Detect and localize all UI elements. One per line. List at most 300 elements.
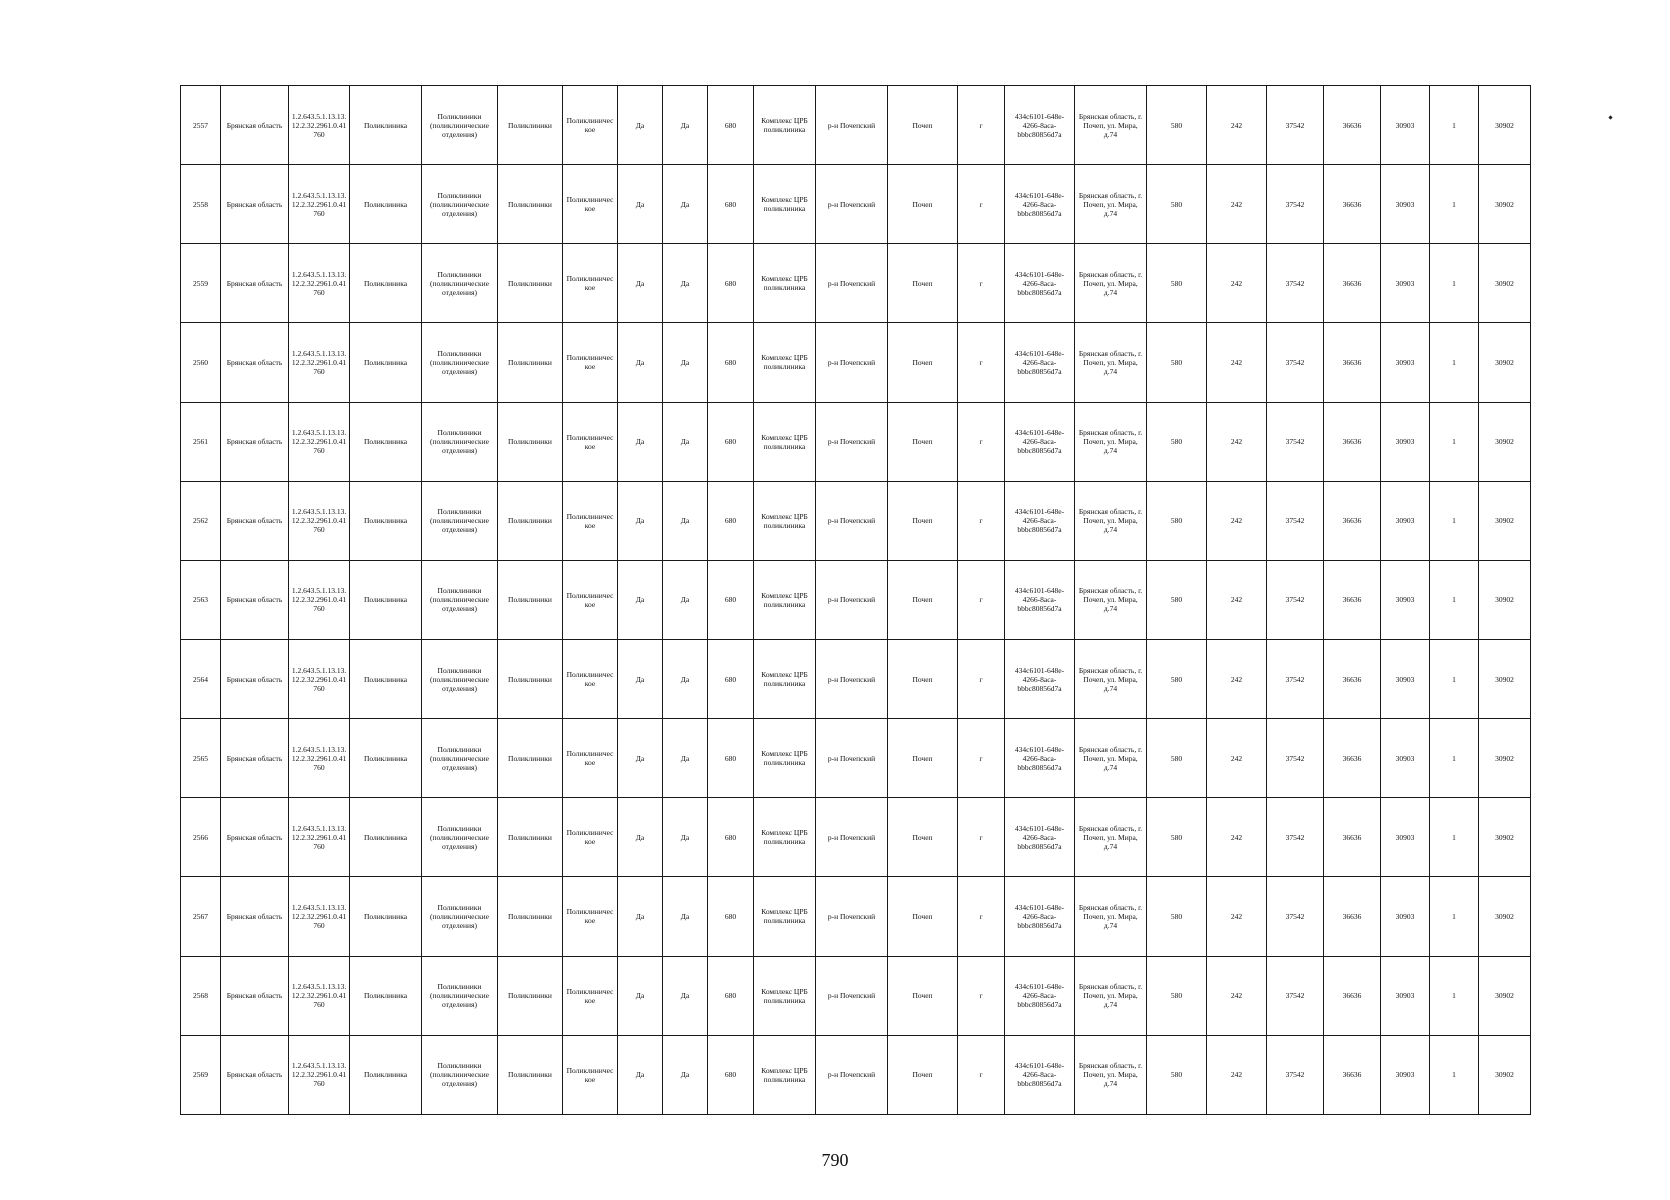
cell-flag-a: Да <box>618 402 663 481</box>
cell-code: 680 <box>708 798 754 877</box>
cell-facility-kind: Поликлиники <box>498 244 563 323</box>
cell-flag-a: Да <box>618 639 663 718</box>
cell-flag-b: Да <box>663 1035 708 1114</box>
table-row <box>181 481 1531 560</box>
cell-row-number: 2567 <box>181 877 221 956</box>
cell-locality-type: г <box>958 86 1005 165</box>
cell-address: Брянская область, г. Почеп, ул. Мира, д.74 <box>1075 481 1147 560</box>
cell-locality: Почеп <box>888 323 958 402</box>
cell-value-e: 30903 <box>1381 560 1430 639</box>
cell-oid: 1.2.643.5.1.13.13.12.2.32.2961.0.41760 <box>289 560 350 639</box>
cell-oid: 1.2.643.5.1.13.13.12.2.32.2961.0.41760 <box>289 481 350 560</box>
cell-value-b: 242 <box>1207 323 1267 402</box>
cell-region: Брянская область <box>221 560 289 639</box>
cell-oid: 1.2.643.5.1.13.13.12.2.32.2961.0.41760 <box>289 956 350 1035</box>
cell-value-c: 37542 <box>1267 323 1324 402</box>
cell-value-f: 1 <box>1430 1035 1479 1114</box>
cell-address: Брянская область, г. Почеп, ул. Мира, д.74 <box>1075 956 1147 1035</box>
cell-value-a: 580 <box>1147 719 1207 798</box>
cell-oid: 1.2.643.5.1.13.13.12.2.32.2961.0.41760 <box>289 323 350 402</box>
cell-facility-type: Поликлиника <box>350 244 422 323</box>
cell-value-e: 30903 <box>1381 877 1430 956</box>
cell-facility-kind: Поликлиники <box>498 86 563 165</box>
cell-value-a: 580 <box>1147 86 1207 165</box>
table-row <box>181 877 1531 956</box>
cell-value-d: 36636 <box>1324 323 1381 402</box>
cell-value-c: 37542 <box>1267 402 1324 481</box>
cell-value-g: 30902 <box>1479 639 1531 718</box>
cell-fias-guid: 434c6101-648e-4266-8aca-bbbc80856d7a <box>1005 639 1075 718</box>
cell-oid: 1.2.643.5.1.13.13.12.2.32.2961.0.41760 <box>289 798 350 877</box>
cell-locality: Почеп <box>888 86 958 165</box>
cell-region: Брянская область <box>221 798 289 877</box>
cell-facility-kind: Поликлиники <box>498 639 563 718</box>
cell-oid: 1.2.643.5.1.13.13.12.2.32.2961.0.41760 <box>289 165 350 244</box>
cell-value-b: 242 <box>1207 798 1267 877</box>
cell-code: 680 <box>708 244 754 323</box>
cell-value-a: 580 <box>1147 481 1207 560</box>
cell-locality-type: г <box>958 719 1005 798</box>
cell-value-c: 37542 <box>1267 798 1324 877</box>
cell-facility-kind: Поликлиники <box>498 1035 563 1114</box>
cell-value-e: 30903 <box>1381 1035 1430 1114</box>
cell-department-type: Поликлиническое <box>563 244 618 323</box>
cell-row-number: 2558 <box>181 165 221 244</box>
table-row <box>181 719 1531 798</box>
cell-value-e: 30903 <box>1381 639 1430 718</box>
cell-facility-subtype: Поликлиники (поликлиническиe отделения) <box>422 1035 498 1114</box>
cell-facility-subtype: Поликлиники (поликлиническиe отделения) <box>422 956 498 1035</box>
cell-facility-subtype: Поликлиники (поликлиническиe отделения) <box>422 244 498 323</box>
cell-building-name: Комплекс ЦРБ поликлиника <box>754 639 816 718</box>
cell-flag-b: Да <box>663 323 708 402</box>
cell-district: р-н Почепский <box>816 719 888 798</box>
cell-region: Брянская область <box>221 86 289 165</box>
cell-district: р-н Почепский <box>816 86 888 165</box>
cell-facility-kind: Поликлиники <box>498 323 563 402</box>
cell-address: Брянская область, г. Почеп, ул. Мира, д.74 <box>1075 798 1147 877</box>
cell-fias-guid: 434c6101-648e-4266-8aca-bbbc80856d7a <box>1005 323 1075 402</box>
cell-building-name: Комплекс ЦРБ поликлиника <box>754 86 816 165</box>
cell-facility-subtype: Поликлиники (поликлиническиe отделения) <box>422 798 498 877</box>
cell-address: Брянская область, г. Почеп, ул. Мира, д.74 <box>1075 639 1147 718</box>
cell-value-b: 242 <box>1207 877 1267 956</box>
cell-value-d: 36636 <box>1324 639 1381 718</box>
cell-value-c: 37542 <box>1267 719 1324 798</box>
cell-locality-type: г <box>958 481 1005 560</box>
cell-region: Брянская область <box>221 165 289 244</box>
cell-value-f: 1 <box>1430 798 1479 877</box>
cell-region: Брянская область <box>221 323 289 402</box>
cell-facility-kind: Поликлиники <box>498 165 563 244</box>
cell-facility-type: Поликлиника <box>350 956 422 1035</box>
cell-facility-type: Поликлиника <box>350 798 422 877</box>
cell-value-d: 36636 <box>1324 1035 1381 1114</box>
cell-address: Брянская область, г. Почеп, ул. Мира, д.74 <box>1075 323 1147 402</box>
cell-value-b: 242 <box>1207 560 1267 639</box>
cell-locality: Почеп <box>888 798 958 877</box>
cell-value-f: 1 <box>1430 639 1479 718</box>
cell-code: 680 <box>708 86 754 165</box>
table-row <box>181 165 1531 244</box>
cell-address: Брянская область, г. Почеп, ул. Мира, д.74 <box>1075 402 1147 481</box>
cell-fias-guid: 434c6101-648e-4266-8aca-bbbc80856d7a <box>1005 798 1075 877</box>
cell-flag-b: Да <box>663 877 708 956</box>
cell-row-number: 2561 <box>181 402 221 481</box>
cell-flag-a: Да <box>618 956 663 1035</box>
cell-building-name: Комплекс ЦРБ поликлиника <box>754 1035 816 1114</box>
cell-flag-b: Да <box>663 639 708 718</box>
cell-address: Брянская область, г. Почеп, ул. Мира, д.74 <box>1075 244 1147 323</box>
cell-department-type: Поликлиническое <box>563 719 618 798</box>
cell-oid: 1.2.643.5.1.13.13.12.2.32.2961.0.41760 <box>289 719 350 798</box>
cell-department-type: Поликлиническое <box>563 877 618 956</box>
cell-value-b: 242 <box>1207 956 1267 1035</box>
cell-building-name: Комплекс ЦРБ поликлиника <box>754 165 816 244</box>
cell-row-number: 2564 <box>181 639 221 718</box>
cell-locality-type: г <box>958 244 1005 323</box>
cell-value-c: 37542 <box>1267 560 1324 639</box>
cell-value-g: 30902 <box>1479 244 1531 323</box>
cell-facility-kind: Поликлиники <box>498 402 563 481</box>
table-row <box>181 639 1531 718</box>
table-row <box>181 798 1531 877</box>
cell-flag-a: Да <box>618 86 663 165</box>
cell-facility-subtype: Поликлиники (поликлиническиe отделения) <box>422 877 498 956</box>
cell-flag-b: Да <box>663 481 708 560</box>
cell-value-g: 30902 <box>1479 560 1531 639</box>
table-row <box>181 560 1531 639</box>
cell-value-f: 1 <box>1430 244 1479 323</box>
cell-flag-b: Да <box>663 956 708 1035</box>
cell-flag-b: Да <box>663 798 708 877</box>
cell-locality-type: г <box>958 402 1005 481</box>
table-row <box>181 244 1531 323</box>
cell-building-name: Комплекс ЦРБ поликлиника <box>754 719 816 798</box>
cell-value-c: 37542 <box>1267 481 1324 560</box>
cell-value-g: 30902 <box>1479 798 1531 877</box>
cell-flag-a: Да <box>618 1035 663 1114</box>
cell-department-type: Поликлиническое <box>563 402 618 481</box>
cell-value-a: 580 <box>1147 1035 1207 1114</box>
table-row <box>181 323 1531 402</box>
table-row <box>181 1035 1531 1114</box>
cell-value-g: 30902 <box>1479 481 1531 560</box>
cell-code: 680 <box>708 1035 754 1114</box>
cell-district: р-н Почепский <box>816 402 888 481</box>
cell-fias-guid: 434c6101-648e-4266-8aca-bbbc80856d7a <box>1005 956 1075 1035</box>
cell-flag-a: Да <box>618 244 663 323</box>
cell-building-name: Комплекс ЦРБ поликлиника <box>754 244 816 323</box>
cell-value-f: 1 <box>1430 402 1479 481</box>
cell-oid: 1.2.643.5.1.13.13.12.2.32.2961.0.41760 <box>289 86 350 165</box>
cell-flag-b: Да <box>663 244 708 323</box>
cell-flag-a: Да <box>618 798 663 877</box>
cell-region: Брянская область <box>221 877 289 956</box>
cell-value-b: 242 <box>1207 86 1267 165</box>
cell-building-name: Комплекс ЦРБ поликлиника <box>754 323 816 402</box>
cell-value-a: 580 <box>1147 323 1207 402</box>
cell-department-type: Поликлиническое <box>563 798 618 877</box>
cell-region: Брянская область <box>221 402 289 481</box>
cell-locality: Почеп <box>888 402 958 481</box>
registry-sheet <box>180 85 1530 1115</box>
cell-building-name: Комплекс ЦРБ поликлиника <box>754 798 816 877</box>
cell-value-d: 36636 <box>1324 798 1381 877</box>
cell-value-d: 36636 <box>1324 165 1381 244</box>
cell-row-number: 2560 <box>181 323 221 402</box>
registry-body <box>181 86 1531 1115</box>
cell-department-type: Поликлиническое <box>563 1035 618 1114</box>
cell-value-e: 30903 <box>1381 719 1430 798</box>
cell-department-type: Поликлиническое <box>563 956 618 1035</box>
cell-value-d: 36636 <box>1324 402 1381 481</box>
cell-value-e: 30903 <box>1381 798 1430 877</box>
cell-value-f: 1 <box>1430 877 1479 956</box>
cell-building-name: Комплекс ЦРБ поликлиника <box>754 560 816 639</box>
cell-value-d: 36636 <box>1324 560 1381 639</box>
cell-building-name: Комплекс ЦРБ поликлиника <box>754 402 816 481</box>
cell-address: Брянская область, г. Почеп, ул. Мира, д.74 <box>1075 1035 1147 1114</box>
cell-district: р-н Почепский <box>816 560 888 639</box>
cell-value-f: 1 <box>1430 86 1479 165</box>
cell-locality: Почеп <box>888 481 958 560</box>
table-row <box>181 86 1531 165</box>
cell-locality-type: г <box>958 323 1005 402</box>
cell-value-a: 580 <box>1147 402 1207 481</box>
cell-value-a: 580 <box>1147 798 1207 877</box>
cell-oid: 1.2.643.5.1.13.13.12.2.32.2961.0.41760 <box>289 1035 350 1114</box>
cell-value-a: 580 <box>1147 956 1207 1035</box>
cell-district: р-н Почепский <box>816 1035 888 1114</box>
cell-value-b: 242 <box>1207 165 1267 244</box>
cell-region: Брянская область <box>221 1035 289 1114</box>
cell-building-name: Комплекс ЦРБ поликлиника <box>754 877 816 956</box>
cell-address: Брянская область, г. Почеп, ул. Мира, д.74 <box>1075 165 1147 244</box>
cell-district: р-н Почепский <box>816 639 888 718</box>
cell-fias-guid: 434c6101-648e-4266-8aca-bbbc80856d7a <box>1005 719 1075 798</box>
cell-code: 680 <box>708 877 754 956</box>
cell-facility-subtype: Поликлиники (поликлиническиe отделения) <box>422 165 498 244</box>
cell-value-a: 580 <box>1147 165 1207 244</box>
cell-flag-a: Да <box>618 481 663 560</box>
cell-value-g: 30902 <box>1479 165 1531 244</box>
cell-value-e: 30903 <box>1381 323 1430 402</box>
cell-address: Брянская область, г. Почеп, ул. Мира, д.74 <box>1075 86 1147 165</box>
cell-value-f: 1 <box>1430 956 1479 1035</box>
cell-value-d: 36636 <box>1324 86 1381 165</box>
cell-locality-type: г <box>958 798 1005 877</box>
cell-facility-subtype: Поликлиники (поликлиническиe отделения) <box>422 481 498 560</box>
cell-fias-guid: 434c6101-648e-4266-8aca-bbbc80856d7a <box>1005 877 1075 956</box>
cell-fias-guid: 434c6101-648e-4266-8aca-bbbc80856d7a <box>1005 86 1075 165</box>
cell-address: Брянская область, г. Почеп, ул. Мира, д.74 <box>1075 877 1147 956</box>
cell-locality-type: г <box>958 165 1005 244</box>
cell-locality-type: г <box>958 560 1005 639</box>
cell-value-f: 1 <box>1430 560 1479 639</box>
cell-facility-type: Поликлиника <box>350 402 422 481</box>
cell-facility-type: Поликлиника <box>350 165 422 244</box>
cell-value-c: 37542 <box>1267 877 1324 956</box>
cell-value-c: 37542 <box>1267 165 1324 244</box>
cell-value-g: 30902 <box>1479 402 1531 481</box>
cell-region: Брянская область <box>221 481 289 560</box>
cell-value-g: 30902 <box>1479 323 1531 402</box>
cell-facility-kind: Поликлиники <box>498 956 563 1035</box>
cell-facility-subtype: Поликлиники (поликлиническиe отделения) <box>422 402 498 481</box>
cell-locality-type: г <box>958 877 1005 956</box>
cell-locality: Почеп <box>888 639 958 718</box>
cell-value-b: 242 <box>1207 1035 1267 1114</box>
cell-locality-type: г <box>958 1035 1005 1114</box>
cell-oid: 1.2.643.5.1.13.13.12.2.32.2961.0.41760 <box>289 877 350 956</box>
cell-district: р-н Почепский <box>816 798 888 877</box>
cell-value-a: 580 <box>1147 877 1207 956</box>
cell-region: Брянская область <box>221 244 289 323</box>
cell-code: 680 <box>708 165 754 244</box>
cell-value-c: 37542 <box>1267 244 1324 323</box>
cell-facility-type: Поликлиника <box>350 639 422 718</box>
cell-region: Брянская область <box>221 639 289 718</box>
cell-value-f: 1 <box>1430 165 1479 244</box>
cell-locality: Почеп <box>888 165 958 244</box>
cell-code: 680 <box>708 323 754 402</box>
cell-code: 680 <box>708 639 754 718</box>
cell-value-a: 580 <box>1147 560 1207 639</box>
cell-department-type: Поликлиническое <box>563 481 618 560</box>
cell-locality: Почеп <box>888 877 958 956</box>
cell-value-g: 30902 <box>1479 956 1531 1035</box>
cell-row-number: 2565 <box>181 719 221 798</box>
cell-value-c: 37542 <box>1267 956 1324 1035</box>
cell-code: 680 <box>708 560 754 639</box>
cell-value-d: 36636 <box>1324 481 1381 560</box>
cell-district: р-н Почепский <box>816 165 888 244</box>
cell-value-e: 30903 <box>1381 481 1430 560</box>
cell-department-type: Поликлиническое <box>563 165 618 244</box>
cell-row-number: 2559 <box>181 244 221 323</box>
cell-value-a: 580 <box>1147 639 1207 718</box>
cell-locality-type: г <box>958 956 1005 1035</box>
cell-value-d: 36636 <box>1324 244 1381 323</box>
cell-district: р-н Почепский <box>816 323 888 402</box>
cell-facility-type: Поликлиника <box>350 560 422 639</box>
cell-district: р-н Почепский <box>816 244 888 323</box>
cell-flag-a: Да <box>618 165 663 244</box>
cell-value-c: 37542 <box>1267 86 1324 165</box>
cell-facility-type: Поликлиника <box>350 1035 422 1114</box>
cell-value-g: 30902 <box>1479 1035 1531 1114</box>
cell-value-c: 37542 <box>1267 1035 1324 1114</box>
cell-region: Брянская область <box>221 719 289 798</box>
scan-speck <box>1608 115 1612 119</box>
cell-facility-subtype: Поликлиники (поликлиническиe отделения) <box>422 86 498 165</box>
cell-district: р-н Почепский <box>816 956 888 1035</box>
cell-facility-kind: Поликлиники <box>498 877 563 956</box>
cell-fias-guid: 434c6101-648e-4266-8aca-bbbc80856d7a <box>1005 481 1075 560</box>
cell-value-b: 242 <box>1207 719 1267 798</box>
cell-value-d: 36636 <box>1324 877 1381 956</box>
cell-facility-subtype: Поликлиники (поликлиническиe отделения) <box>422 323 498 402</box>
cell-row-number: 2562 <box>181 481 221 560</box>
cell-facility-kind: Поликлиники <box>498 560 563 639</box>
cell-flag-a: Да <box>618 560 663 639</box>
cell-value-g: 30902 <box>1479 719 1531 798</box>
cell-region: Брянская область <box>221 956 289 1035</box>
cell-value-f: 1 <box>1430 719 1479 798</box>
cell-oid: 1.2.643.5.1.13.13.12.2.32.2961.0.41760 <box>289 639 350 718</box>
cell-flag-b: Да <box>663 402 708 481</box>
cell-facility-type: Поликлиника <box>350 323 422 402</box>
cell-flag-b: Да <box>663 560 708 639</box>
cell-value-g: 30902 <box>1479 86 1531 165</box>
cell-fias-guid: 434c6101-648e-4266-8aca-bbbc80856d7a <box>1005 560 1075 639</box>
cell-fias-guid: 434c6101-648e-4266-8aca-bbbc80856d7a <box>1005 165 1075 244</box>
cell-facility-subtype: Поликлиники (поликлиническиe отделения) <box>422 560 498 639</box>
cell-oid: 1.2.643.5.1.13.13.12.2.32.2961.0.41760 <box>289 244 350 323</box>
cell-address: Брянская область, г. Почеп, ул. Мира, д.74 <box>1075 560 1147 639</box>
cell-facility-kind: Поликлиники <box>498 481 563 560</box>
cell-value-e: 30903 <box>1381 956 1430 1035</box>
cell-fias-guid: 434c6101-648e-4266-8aca-bbbc80856d7a <box>1005 244 1075 323</box>
cell-value-g: 30902 <box>1479 877 1531 956</box>
cell-facility-subtype: Поликлиники (поликлиническиe отделения) <box>422 639 498 718</box>
cell-locality: Почеп <box>888 956 958 1035</box>
cell-facility-type: Поликлиника <box>350 877 422 956</box>
cell-value-b: 242 <box>1207 244 1267 323</box>
cell-department-type: Поликлиническое <box>563 86 618 165</box>
cell-district: р-н Почепский <box>816 877 888 956</box>
cell-facility-type: Поликлиника <box>350 719 422 798</box>
cell-row-number: 2557 <box>181 86 221 165</box>
cell-row-number: 2563 <box>181 560 221 639</box>
cell-facility-type: Поликлиника <box>350 86 422 165</box>
cell-value-e: 30903 <box>1381 402 1430 481</box>
cell-flag-a: Да <box>618 719 663 798</box>
cell-department-type: Поликлиническое <box>563 323 618 402</box>
cell-code: 680 <box>708 402 754 481</box>
table-row <box>181 402 1531 481</box>
cell-value-b: 242 <box>1207 481 1267 560</box>
cell-value-d: 36636 <box>1324 719 1381 798</box>
cell-value-f: 1 <box>1430 323 1479 402</box>
registry-table <box>180 85 1531 1115</box>
cell-value-b: 242 <box>1207 639 1267 718</box>
cell-department-type: Поликлиническое <box>563 639 618 718</box>
cell-value-a: 580 <box>1147 244 1207 323</box>
cell-code: 680 <box>708 719 754 798</box>
cell-building-name: Комплекс ЦРБ поликлиника <box>754 956 816 1035</box>
cell-district: р-н Почепский <box>816 481 888 560</box>
cell-building-name: Комплекс ЦРБ поликлиника <box>754 481 816 560</box>
cell-oid: 1.2.643.5.1.13.13.12.2.32.2961.0.41760 <box>289 402 350 481</box>
cell-locality: Почеп <box>888 560 958 639</box>
cell-value-c: 37542 <box>1267 639 1324 718</box>
cell-row-number: 2566 <box>181 798 221 877</box>
cell-value-b: 242 <box>1207 402 1267 481</box>
cell-row-number: 2568 <box>181 956 221 1035</box>
cell-flag-b: Да <box>663 719 708 798</box>
cell-locality: Почеп <box>888 244 958 323</box>
cell-flag-a: Да <box>618 877 663 956</box>
page-number: 790 <box>821 1150 849 1170</box>
cell-value-d: 36636 <box>1324 956 1381 1035</box>
cell-address: Брянская область, г. Почеп, ул. Мира, д.74 <box>1075 719 1147 798</box>
cell-flag-b: Да <box>663 86 708 165</box>
cell-value-e: 30903 <box>1381 244 1430 323</box>
cell-facility-subtype: Поликлиники (поликлиническиe отделения) <box>422 719 498 798</box>
cell-locality-type: г <box>958 639 1005 718</box>
